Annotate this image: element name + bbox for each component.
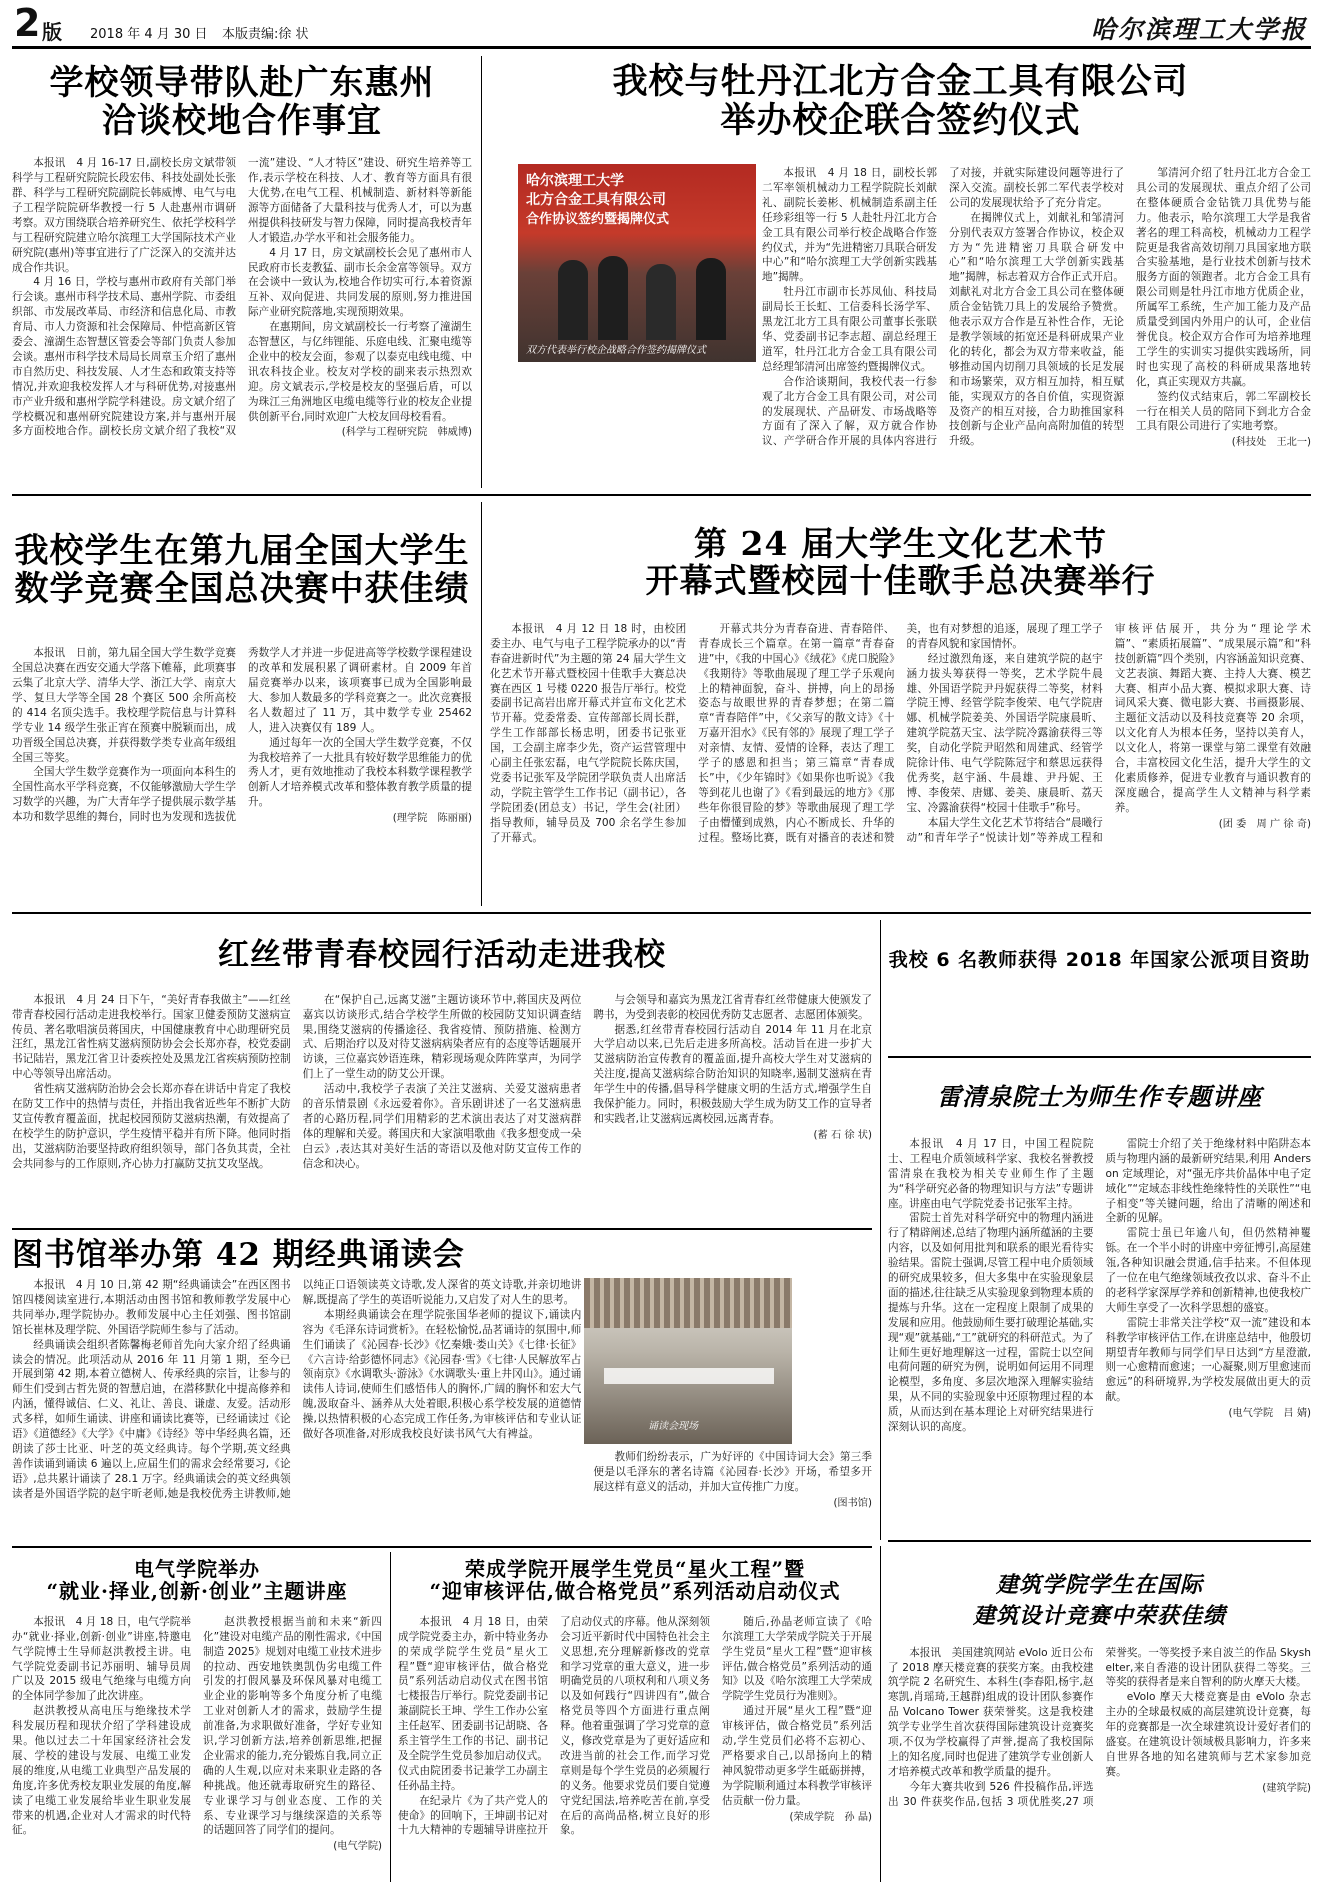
article-title: 电气学院举办 “就业·择业,创新·创业”主题讲座 [46,1557,348,1604]
column-rule [880,920,881,1540]
page-number: 2 [14,1,41,45]
article-title: 学校领导带队赴广东惠州 洽谈校地合作事宜 [49,63,435,142]
byline: (科学与工程研究院 韩威博) [341,427,472,439]
byline: (电气学院) [333,1841,382,1853]
backdrop-text: 哈尔滨理工大学 北方合金工具有限公司 合作协议签约暨揭牌仪式 [526,173,670,227]
masthead-rule [12,46,1311,49]
article-title: 我校 6 名教师获得 2018 年国家公派项目资助 [888,949,1311,971]
article-body: 本报讯 4 月 18 日，副校长郭二军率领机械动力工程学院院长刘献礼、副院长姜彬、机械制造系副主任任珍彩组等一行 5 人赴牡丹江北方合金工具有限公司举行校企战略合作签约仪式，并为“先进精密刀具联合研发中心”和“哈尔滨理工大学创新实践基地”揭牌。 牡丹江市副市长苏凤仙、科技局副局长王长虹、工信委科长汤学军、黑龙江北方工具有限公司董事长张联华、党委副书记李志超、副总经理王道军，牡丹江北方合金工具有限公司总经理邹清河出席签约暨揭牌仪式。 合作洽谈期间，我校代表一行参观了北方合金工具有限公司，对公司的发展现状、产品研发、市场战略等方面有了深入了解，双方就合作协议、产学研合作开展的具体内容进行了对接，并就实际建设问题等进行了深入交流。副校长郭二军代表学校对公司的发展现状给予了充分肯定。 在揭牌仪式上，刘献礼和邹清河分别代表双方签署合作协议，校企双方为“先进精密刀具联合研发中心”和“哈尔滨理工大学创新实践基地”揭牌，标志着双方合作正式开启。刘献礼对北方合金工具公司在整体硬质合金钻铣刀具上的发展给予赞赏。他表示双方合作是互补性合作，无论是教学领域的拓宽还是科研成果产业化的转化，都会为双方带来收益，能够推动国内切削刀具领域的长足发展和市场繁荣，双方相互加持，相互赋能，实现双方的各自价值，实现资源及资产的相互对接，合力助推国家科技创新与企业产品向高附加值的转型升级。 邹清河介绍了牡丹江北方合金工具公司的发展现状、重点介绍了公司在整体硬质合金钻铣刀具优势与能力。他表示，哈尔滨理工大学是我省著名的理工科高校，机械动力工程学院更是我省高效切削刀具国家地方联合实验基地，是行业技术创新与技术服务方面的领跑者。北方合金工具有限公司则是牡丹江市地方优质企业，所属军工系统，生产加工能力及产品质量受到国内外用户的认可，企业信誉优良。校企双方合作可为培养地理工学生的实训实习提供实践场所，同时也实现了高校的科研成果落地转化，真正实现双方共赢。 签约仪式结束后，郭二军副校长一行在相关人员的陪同下到北方合金工具有限公司进行了实地考察。 (科技处 王北一) [490,166,1311,484]
article-title: 荣成学院开展学生党员“星火工程”暨 “迎审核评估,做合格党员”系列活动启动仪式 [429,1557,841,1604]
article-career-lecture [12,1552,382,1882]
page-unit: 版 [42,20,62,44]
article-culture-festival [490,502,1311,906]
article-library-reading [12,1234,872,1540]
article-title: 雷清泉院士为师生作专题讲座 [937,1082,1262,1111]
column-rule [481,502,482,906]
row-rule [12,912,1311,914]
column-rule [390,1552,391,1882]
row-rule [12,1228,872,1230]
article-math-competition [12,502,472,906]
article-body: 本报讯 日前，第九届全国大学生数学竞赛全国总决赛在西安交通大学落下帷幕，此项赛事云集了北京大学、清华大学、浙江大学、南京大学、复旦大学等全国 28 个赛区 500 余所高校的 414 名顶尖选手。我校理学院信息与计算科学专业 14 级学生张正宵在预赛中脱颖而出，成功晋级全国总决赛，并获得数学类专业高年级组全国三等奖。 全国大学生数学竞赛作为一项面向本科生的全国性高水平学科竞赛，不仅能够激励大学生学习数学的兴趣，为广大青年学子提供展示数学基本功和数学思维的舞台，同时也为发现和选拔优秀数学人才并进一步促进高等学校数学课程建设的改革和发展积累了调研素材。自 2009 年首届竞赛举办以来，该项赛事已成为全国影响最大、参加人数最多的学科竞赛之一。此次竞赛报名人数超过了 11 万，其中数学专业 25462 人，进入决赛仅有 189 人。 通过每年一次的全国大学生数学竞赛，不仅为我校培养了一大批具有较好数学思维能力的优秀人才，更有效地推动了我校本科数学课程教学创新人才培养模式改革和整体教育教学质量的提升。 (理学院 陈丽丽) [12,646,472,896]
article-campus-leaders-huizhou [12,56,472,488]
masthead [12,1,1311,48]
article-title: 第 24 届大学生文化艺术节 开幕式暨校园十佳歌手总决赛举行 [645,524,1156,600]
byline: (荣成学院 孙 晶) [789,1811,872,1823]
row-rule [12,494,1311,496]
photo-caption: 诵读会现场 [648,1421,698,1432]
byline: (建筑学院) [1262,1782,1311,1794]
article-body: 本报讯 美国建筑网站 eVolo 近日公布了 2018 摩天楼竞赛的获奖方案。由我校建筑学院 2 名研究生、本科生(李春阳,杨宇,赵寒凯,肖瑶琦,王越群)组成的设计团队参赛作品 Volcano Tower 获荣誉奖。这是我校建筑学专业学生首次获得国际建筑设计竞赛奖项,不仅为学校赢得了声誉,提高了我校国际上的知名度,同时也促进了建筑学专业创新人才培养模式改革和教学质量的提升。 今年大赛共收到 526 件投稿作品,评选出 30 件获奖作品,包括 3 项优胜奖,27 项荣誉奖。一等奖授予来自波兰的作品 Skyshelter,来自香港的设计团队获得二等奖。三等奖的获得者是来自智利的防火摩天大楼。 eVolo 摩天大楼竞赛是由 eVolo 杂志主办的全球最权威的高层建筑设计竞赛，每年的竞赛都是一次全球建筑设计爱好者们的盛宴。在建筑设计领域极具影响力，许多来自世界各地的知名建筑师与艺术家参加竞赛。 (建筑学院) [888,1646,1311,1808]
byline: (电气学院 吕 婧) [1228,1408,1311,1420]
article-northern-alloy-signing [490,56,1311,488]
column-rule [481,56,482,488]
byline: (理学院 陈丽丽) [392,813,472,825]
article-body: 本报讯 4 月 10 日,第 42 期“经典诵读会”在西区图书馆四楼阅读室进行,本期活动由图书馆和教师教学发展中心共同举办,理学院协办。教师发展中心主任刘强、图书馆副馆长崔林及理学院、外国语学院师生参与了活动。 经典诵读会组织者陈馨梅老师首先向大家介绍了经典诵读会的情况。此项活动从 2016 年 11 月第 1 期，至今已开展到第 42 期,本着立德树人、传承经典的宗旨，让参与的师生们受到古哲先贤的智慧启迪，在潜移默化中提高修养和内涵，懂得诚信、仁义、礼让、善良、谦虚、友爱。活动形式多样，如师生诵读、讲座和诵读比赛等，已经诵读过《论语》《道德经》《大学》《中庸》《诗经》等中华经典名篇，还朗读了莎士比亚、叶芝的英文经典诗。每个学期,英文经典善作读诵到诵读 6 遍以上,应届生们的需求会经常要习,《论语》,总共累计诵读了 28.1 万字。经典诵读会的英文经典领读者是外国语学院的赵宇昕老师,她是我校优秀主讲教师,她以纯正口语领读英文诗歌,发人深省的英文诗歌,并亲切地讲解,既提高了学生的英语听说能力,又启发了对人生的思考。 本期经典诵读会在理学院张国华老师的提议下,诵读内容为《毛泽东诗词赏析》。在轻松愉悦,品茗诵诗的氛围中,师生们诵读了《沁园春·长沙》《忆秦娥·娄山关》《七律·长征》《六言诗·给彭德怀同志》《沁园春·雪》《七律·人民解放军占领南京》《水调歌头·游泳》《水调歌头·重上井冈山》。通过诵读伟人诗词,使师生们感悟伟人的胸怀,广阔的胸怀和宏大气魄,汲取奋斗、涵养从大处着眼,积极心系学校发展的道德情操,以热情积极的心态完成工作任务,为审核评估和专业认证做好各项准备,对形成我校良好读书风气大有裨益。 教师们纷纷表示，广为好评的《中国诗词大会》第三季便是以毛泽东的著名诗篇《沁园春·长沙》开场，希望多开展这样有意义的活动，并加大宣传推广力度。 (图书馆) [12,1278,872,1540]
row-rule [12,1546,872,1548]
article-evolo-competition [888,1548,1311,1882]
byline: (图书馆) [833,1497,872,1509]
article-body: 本报讯 4 月 18 日，电气学院举办“就业·择业,创新·创业”讲座,特邀电气学院博士生导师赵洪教授主讲。电气学院党委副书记苏丽明、辅导员周广以及 2015 级电气绝缘与电缆方向的全体同学参加了此次讲座。 赵洪教授从高电压与绝缘技术学科发展历程和现状介绍了学科建设成果。他以过去二十年国家经济社会发展、学校的建设与发展、电缆工业发展的维度,从电缆工业典型产品发展的角度,许多优秀校友职业发展的角度,解读了电缆工业发展给毕业生职业发展带来的机遇,企业对人才需求的时代特征。 赵洪教授根据当前和未来“新四化”建设对电缆产品的刚性需求,《中国制造 2025》规划对电缆工业技术进步的拉动、西安地铁奥凯伪劣电缆工件引发的打假风暴及环保风暴对电缆工业企业的影响等多个角度分析了电缆工业对创新人才的需求，鼓励学生提前准备,为求职做好准备，学好专业知识,学习创新方法,培养创新思维,把握企业需求的能力,充分锻炼自我,同立正确的人生观,以应对未来职业走路的各种挑战。他还就毒取研究生的路径、专业课学习与创业态度、工作的关系、专业课学习与继续深造的关系等的话题回答了同学们的提问。 (电气学院) [12,1615,382,1877]
article-lei-qingquan-lecture [888,1062,1311,1536]
page-editor: 本版责编:徐 状 [222,27,309,42]
issue-date: 2018 年 4 月 30 日 [90,27,208,42]
article-body: 本报讯 4 月 18 日，由荣成学院党委主办，新中特业务办的荣成学院学生党员“星火工程”暨“迎审核评估，做合格党员”系列活动启动仪式在图书馆七楼报告厅举行。院党委副书记兼副院长王坤、学生工作办公室主任赵军、团委副书记胡晓、各系主管学生工作的书记、副书记及全院学生党员参加启动仪式。仪式由院团委书记兼学工办副主任孙晶主持。 在纪录片《为了共产党人的使命》的回响下，王坤副书记对十九大精神的专题辅导讲座拉开了启动仪式的序幕。他从深刻领会习近平新时代中国特色社会主义思想,充分理解新修改的党章和学习党章的重大意义，进一步明确党员的八项权利和八项义务以及如何践行“四讲四有”,做合格党员等四个方面进行重点阐释。他着重强调了学习党章的意义，修改党章是为了更好适应和改进当前的社会工作,而学习党章则是每个学生党员的必须履行的义务。他要求党员们要自觉遵守党纪国法,培养吃苦在前,享受在后的高尚品格,树立良好的形象。 随后,孙晶老师宣读了《哈尔滨理工大学荣成学院关于开展学生党员“星火工程”暨“迎审核评估,做合格党员”系列活动的通知》以及《哈尔滨理工大学荣成学院学生党员行为准则》。 通过开展“星火工程”暨“迎审核评估，做合格党员”系列活动,学生党员们必将不忘初心、严格要求自己,以昂扬向上的精神风貌带动更多学生砥砺拼搏，为学院顺利通过本科教学审核评估贡献一份力量。 (荣成学院 孙 晶) [398,1615,872,1837]
article-red-ribbon [12,920,872,1220]
article-body: 本报讯 4 月 12 日 18 时，由校团委主办、电气与电子工程学院承办的以“青春奋进新时代”为主题的第 24 届大学生文化艺术节开幕式暨校园十佳歌手大赛总决赛在西区 1 号楼 0220 报告厅举行。校党委副书记高岩出席开幕式并宣布文化艺术节开幕。党委常委、宣传部部长周长群，学生工作部部长杨忠明，团委书记张亚国，工会副主席李少先，资产运营管理中心副主任张宏磊，电气学院院长陈庆国，党委书记张军及学院团学联负责人出席活动，学院主管学生工作书记（副书记），各学院团委(团总支）书记，学生会(社团）指导教师，辅导员及 700 余名学生参加了开幕式。 开幕式共分为青春奋进、青春陪伴、青春成长三个篇章。在第一篇章“青春奋进”中，《我的中国心》《绒花》《虎口脱险》《我期待》等歌曲展现了理工学子乐观向上的精神面貌，奋斗、拼搏，向上的昂扬姿态与故眼世界的青春梦想；在第二篇章“青春陪伴”中，《父亲写的散文诗》《十万嘉开泪水》《民有邻的》展现了理工学子对亲情、友情、爱情的诠释，表达了理工学子的感恩和担当；第三篇章“青春成长”中，《少年锦时》《如果你也听说》《我等到花儿也谢了》《看到最远的地方》《那些年你很冒险的梦》等歌曲展现了理工学子由懵懂到成熟，内心不断成长、升华的过程。整场比赛，既有对播音的表述和赞美，也有对梦想的追逐，展现了理工学子的青春风貌和家国情怀。 经过激烈角逐，来自建筑学院的赵宇涵力拔头筹获得一等奖，艺术学院牛晨雄、外国语学院尹丹妮获得二等奖，材料学院王博、经管学院李俊荣、电气学院唐娜、机械学院姜美、外国语学院康晨昕、建筑学院荔天宝、法学院冷露渝获得三等奖，自动化学院尹昭然和周建武、经管学院徐计伟、电气学院陈冠宇和蔡思远获得优秀奖，赵宇涵、牛晨雄、尹丹妮、王博、李俊荣、唐娜、姜美、康晨昕、荔天宝、冷露渝获得“校园十佳歌手”称号。 本届大学生文化艺术节将结合“晨曦行动”和青年学子“悦读计划”等养成工程和审核评估展开，共分为“理论学术篇”、“素质拓展篇”、“成果展示篇”和“科技创新篇”四个类别，内容涵盖知识竞赛、文艺表演、舞蹈大赛、主持人大赛、模艺大赛、相声小品大赛、模拟求职大赛、诗词风采大赛、微电影大赛、书画摄影展、主题征文活动以及科技竞赛等 20 余项，以文化育人为根本任务，坚持以美育人，以文化人，将第一课堂与第二课堂有效融合，丰富校园文化生活，提升大学生的文化素质修养，促进专业教育与通识教育的深度融合，提高学生人文精神与科学素养。 (团 委 周 广 徐 奇) [490,622,1311,844]
byline: (蓄 石 徐 状) [813,1129,872,1141]
row-rule [888,1540,1311,1542]
byline: (团 委 周 广 徐 奇) [1218,818,1311,830]
article-body: 本报讯 4 月 17 日，中国工程院院士、工程电介质领域科学家、我校名誉教授雷清泉在我校为相关专业师生作了主题为“科学研究必备的物理知识与方法”专题讲座。讲座由电气学院党委书记张军主持。 雷院士首先对科学研究中的物理内涵进行了精辟阐述,总结了物理内涵所蕴涵的主要内容，以及如何用批判和联系的眼光看待实验结果。雷院士强调,尽管工程中电介质领域的研究成果较多，但大多集中在实验现象层面的描述,往往缺乏从实验现象到物理本质的提炼与升华。这在一定程度上限制了成果的发展和应用。他鼓励师生要打破理论基础,实现“观”就基础,“工”就研究的科研范式。为了让师生更好地理解这一过程，雷院士以空间电荷问题的研究为例，说明如何运用不同理论模型，多角度、多层次地深入理解实验结果，从不同的实验现象中还原物理过程的本质，从而达到在基本理论上对研究结果进行深刻认识的高度。 雷院士介绍了关于绝缘材料中陷阱态本质与物理内涵的最新研究结果,利用 Anderson 定域理论，对“强无序共价晶体中电子定域化”“定域态非线性绝缘特性的关联性”“电子相变”等关键问题，给出了清晰的阐述和全新的见解。 雷院士虽已年逾八旬，但仍然精神矍铄。在一个半小时的讲座中旁征博引,高屋建瓴,各种知识融会贯通,信手拈来。不但体现了一位在电气绝缘领域孜孜以求、奋斗不止的老科学家深厚学养和创新精神,也使我校广大师生享受了一次科学思想的盛宴。 雷院士非常关注学校“双一流”建设和本科教学审核评估工作,在讲座总结中，他殷切期望青年教师与同学们早日达到“方星澄澈,则一心愈精而愈速；一心凝聚,则万里愈速而愈远”的科研境界,为学校发展做出更大的贡献。 (电气学院 吕 婧) [888,1137,1311,1434]
article-title: 建筑学院学生在国际 建筑设计竞赛中荣获佳绩 [972,1572,1226,1629]
byline: (科技处 王北一) [1231,437,1311,449]
article-title: 我校与牡丹江北方合金工具有限公司 举办校企联合签约仪式 [612,61,1189,142]
article-title: 图书馆举办第 42 期经典诵读会 [12,1237,465,1273]
column-rule [880,1546,881,1882]
article-body: 本报讯 4 月 24 日下午，“美好青春我做主”——红丝带青春校园行活动走进我校举行。国家卫健委预防艾滋病宣传员、著名歌唱演员蒋国庆，中国健康教育中心助理研究员汪红，黑龙江省性病艾滋病预防协会会长郑亦春，校党委副书记陆岩，黑龙江省卫计委疾控处及黑龙江省疾病预防控制中心等领导出席活动。 省性病艾滋病防治协会会长郑亦春在讲话中肯定了我校在防艾工作中的热情与责任，并指出我省近些年不断扩大防艾宣传教育覆盖面，扰起校园预防艾滋病热潮，有效提高了在校学生的防护意识，学生疫情平稳并有所下降。他同时指出，艾滋病防治要坚持政府组织领导，部门各负其责，全社会共同参与的工作原则,齐心协力打赢防艾抗艾攻坚战。 在“保护自己,远离艾滋”主题访谈环节中,蒋国庆及两位嘉宾以访谈形式,结合学校学生所做的校园防艾知识调查结果,围绕艾滋病的传播途径、我省疫情、预防措施、检测方式、后期治疗以及对待艾滋病病染者应有的态度等话题展开访谈，三位嘉宾妙语连珠，精彩现场观众阵阵掌声，为同学们上了一堂生动的防艾公开课。 活动中,我校学子表演了关注艾滋病、关爱艾滋病患者的音乐情景剧《永远爱着你》。音乐剧讲述了一名艾滋病患者的心路历程,同学们用精彩的艺术演出表达了对艾滋病群体的理解和关爱。蒋国庆和大家演唱歌曲《我多想变成一朵白云》,表达其对美好生活的寄语以及他对防艾宣传工作的信念和决心。 与会领导和嘉宾为黑龙江省青春红丝带健康大使颁发了聘书，为受到表彰的校园优秀防艾志愿者、志愿团体颁奖。 据悉,红丝带青春校园行活动自 2014 年 11 月在北京大学启动以来,已先后走进多所高校。活动旨在进一步扩大艾滋病防治宣传教育的覆盖面,提升高校大学生对艾滋病的关注度,提高艾滋病综合防治知识的知晓率,遏制艾滋病在青年学生中的传播,倡导科学健康文明的生活方式,增强学生自我保护能力。同时，积极鼓励大学生成为防艾工作的宣导者和实践者,让艾滋病远离校园,远离青春。 (蓄 石 徐 状) [12,993,872,1170]
article-spark-project [398,1552,872,1882]
article-body: 本报讯 4 月 16-17 日,副校长房文斌带领科学与工程研究院院长段宏伟、科技处副处长张群、科学与工程研究院副院长韩威博、电气与电子工程学院院研华教授一行 5 人赴惠州市调研考察。双方围绕联合培养研究生、依托学校科学与工程研究院建立哈尔滨理工大学国际技术产业研究院(惠州)等事宜进行了广泛深入的交流并达成合作共识。 4 月 16 日，学校与惠州市政府有关部门举行会谈。惠州市科学技术局、惠州学院、市委组织部、市发展改革局、市经济和信息化局、市教育局、市人力资源和社会保障局、仲恺高新区管委会、潼湖生态智慧区管委会等部门负责人参加会谈。惠州市科学技术局局长周章玉介绍了惠州市自然历史、科技发展、人才生态和政策支持等情况,并欢迎我校发挥人才与科研优势,对接惠州市产业升级和惠州学院学科建设。房文斌介绍了学校概况和惠州研究院建设方案,并与惠州开展多方面校地合作。副校长房文斌介绍了我校“双一流”建设、“人才特区”建设、研究生培养等工作,表示学校在科技、人才、教育等方面具有很大优势,在电气工程、机械制造、新材料等新能源等方面储备了大量科技与优秀人才，可以为惠州提供科技研发与智力保障，同时提高我校青年人才锻造,办学水平和社会服务能力。 4 月 17 日，房文斌副校长会见了惠州市人民政府市长麦教猛、副市长余金富等领导。双方在会谈中一致认为,校地合作切实可行,本着资源互补、双向促进、共同发展的原则,努力推进国际产业研究院落地,实现预期效果。 在惠期间，房文斌副校长一行考察了潼湖生态智慧区，与亿纬锂能、乐庭电线、汇聚电缆等企业中的校友会面，参观了以泰克电线电缆、中讯农科技企业。校友对学校的副来表示热烈欢迎。房文斌表示,学校是校友的坚强后盾，可以为珠江三角洲地区电缆电缆等行业的校友企业提供创新平台,同时欢迎广大校友回母校看看。 (科学与工程研究院 韩威博) [12,156,472,486]
photo-caption: 双方代表举行校企战略合作签约揭牌仪式 [526,345,706,356]
row-rule [888,1056,1311,1058]
article-title: 我校学生在第九届全国大学生 数学竞赛全国总决赛中获佳绩 [14,531,470,610]
newspaper-name: 哈尔滨理工大学报 [1090,15,1307,44]
article-title: 红丝带青春校园行活动走进我校 [218,937,666,973]
article-overseas-funding [888,920,1311,1052]
